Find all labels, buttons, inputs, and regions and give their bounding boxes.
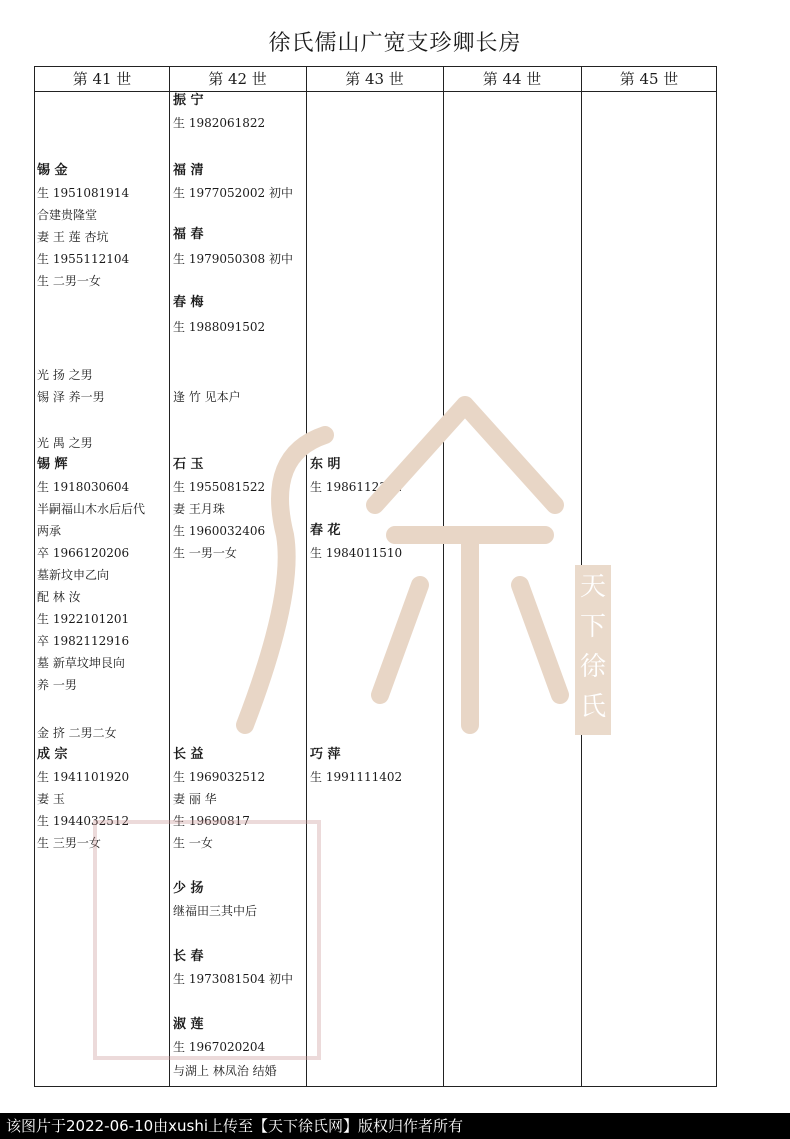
col41-entry: 卒 1966120206 [37, 546, 130, 560]
col41-entry: 生 二男一女 [37, 274, 101, 288]
col41-entry: 半嗣福山木水后后代 [37, 502, 146, 516]
col42-entry: 逢 竹 见本户 [173, 390, 241, 404]
col41-entry: 光 禺 之男 [37, 436, 93, 450]
col42-entry: 生 一男一女 [173, 546, 237, 560]
col42-entry: 福 春 [173, 227, 204, 242]
col43-entry: 生 1986112322 [310, 480, 403, 494]
header-col-45: 第 45 世 [619, 70, 679, 88]
col42-entry: 振 宁 [173, 93, 204, 108]
col41-entry: 卒 1982112916 [37, 634, 130, 648]
col41-entry: 两承 [37, 524, 62, 538]
col42-entry: 妻 丽 华 [173, 792, 217, 806]
col41-entry: 光 扬 之男 [37, 368, 93, 382]
col41-entry: 金 挤 二男二女 [37, 726, 117, 740]
svg-text:氏: 氏 [579, 692, 607, 722]
header-col-43: 第 43 世 [345, 70, 404, 88]
col41-entry: 锡 金 [37, 163, 68, 178]
col42-entry: 生 1955081522 [173, 480, 266, 494]
col41-entry: 生 1951081914 [37, 186, 130, 200]
col41-entry: 养 一男 [37, 678, 77, 692]
col42-entry: 生 1979050308 初中 [173, 252, 293, 266]
col42-entry: 妻 王月珠 [173, 502, 225, 516]
col41-entry: 墓 新草坟坤艮向 [37, 656, 125, 670]
col43-entry: 春 花 [310, 523, 341, 538]
col42-entry: 生 1967020204 [173, 1040, 266, 1054]
col41-entry: 生 1941101920 [37, 770, 130, 784]
svg-text:天: 天 [579, 572, 607, 602]
col42-entry: 长 益 [173, 747, 204, 762]
col42-entry: 生 1969032512 [173, 770, 266, 784]
upload-footer: 该图片于2022-06-10由xushi上传至【天下徐氏网】版权归作者所有 [0, 1113, 790, 1139]
col42-entry: 生 1988091502 [173, 320, 266, 334]
page-title: 徐氏儒山广宽支珍卿长房 [268, 31, 522, 56]
col42-entry: 长 春 [173, 949, 204, 964]
tianxia-xushi-watermark [205, 395, 615, 745]
col41-entry: 生 三男一女 [37, 836, 101, 850]
col42-entry: 淑 莲 [173, 1017, 204, 1032]
col41-entry: 妻 王 莲 杏坑 [37, 230, 109, 244]
svg-text:徐: 徐 [579, 652, 607, 682]
table-header [35, 67, 716, 92]
col42-entry: 生 1973081504 初中 [173, 972, 293, 986]
col42-entry: 春 梅 [173, 295, 204, 310]
col42-entry: 生 1960032406 [173, 524, 266, 538]
col42-entry: 继福田三其中后 [173, 904, 258, 918]
col41-entry: 生 1922101201 [37, 612, 130, 626]
col41-entry: 成 宗 [37, 747, 68, 762]
col41-entry: 锡 泽 养一男 [37, 390, 105, 404]
col42-entry: 与湖上 林凤治 结婚 [173, 1064, 277, 1078]
col41-entry: 生 1944032512 [37, 814, 130, 828]
col41-entry: 配 林 汝 [37, 590, 81, 604]
svg-text:下: 下 [579, 612, 607, 642]
header-col-41: 第 41 世 [72, 70, 132, 88]
col41-entry: 合建贵隆堂 [37, 208, 98, 222]
col42-entry: 生 19690817 [173, 814, 250, 828]
col43-entry: 东 明 [310, 457, 341, 472]
col43-entry: 生 1984011510 [310, 546, 403, 560]
col43-entry: 生 1991111402 [310, 770, 403, 784]
col43-entry: 巧 萍 [310, 747, 341, 762]
col42-entry: 生 1977052002 初中 [173, 186, 293, 200]
col41-entry: 墓新坟申乙向 [37, 568, 110, 582]
col42-entry: 石 玉 [173, 457, 204, 472]
col42-entry: 生 一女 [173, 836, 213, 850]
header-col-44: 第 44 世 [482, 70, 542, 88]
col42-entry: 少 扬 [173, 881, 204, 896]
col42-entry: 福 清 [173, 163, 204, 178]
col42-entry: 生 1982061822 [173, 116, 266, 130]
col41-entry: 妻 玉 [37, 792, 65, 806]
col41-entry: 生 1955112104 [37, 252, 130, 266]
collector-seal [93, 820, 321, 1060]
col41-entry: 生 1918030604 [37, 480, 130, 494]
col41-entry: 锡 辉 [37, 457, 68, 472]
header-col-42: 第 42 世 [208, 70, 267, 88]
